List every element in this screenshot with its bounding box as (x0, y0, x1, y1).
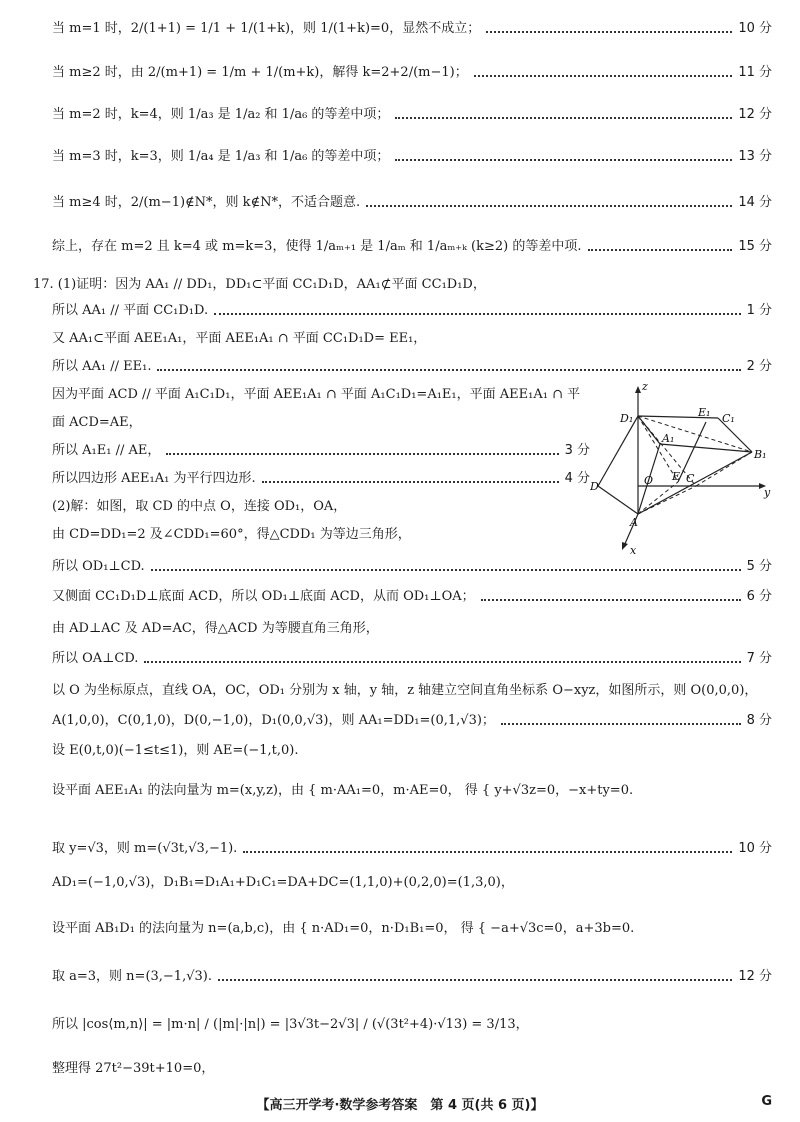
solution-line (52, 302, 772, 320)
solution-text: AD₁=(−1,0,√3)，D₁B₁=D₁A₁+D₁C₁=DA+DC=(1,1,0)+(0,2,0)=(1,3,0)， (52, 875, 514, 890)
dot-leader (481, 599, 741, 601)
page-footer: 【高三开学考·数学参考答案 第 4 页(共 6 页)】 (256, 1098, 544, 1113)
solution-text: A(1,0,0)，C(0,1,0)，D(0,−1,0)，D₁(0,0,√3)，则 AA₁=DD₁=(0,1,√3)； (52, 713, 495, 728)
solution-line (52, 782, 772, 800)
solution-line (52, 526, 590, 544)
solution-line (52, 1016, 772, 1034)
solution-text: 设 E(0,t,0)(−1≤t≤1)，则 AE=(−1,t,0). (52, 743, 299, 758)
dot-leader (395, 117, 732, 119)
solution-text: 所以 OA⊥CD. (52, 651, 139, 666)
score-label: 14 分 (738, 195, 772, 210)
solution-text: 因为平面 ACD // 平面 A₁C₁D₁，平面 AEE₁A₁ ∩ 平面 A₁C₁D₁=A₁E₁，平面 AEE₁A₁ ∩ 平 (52, 387, 581, 402)
solution-line (52, 682, 772, 700)
score-label: 12 分 (738, 107, 772, 122)
solution-text: 所以 AA₁ // EE₁. (52, 359, 152, 374)
dot-leader (218, 979, 732, 981)
solution-text: 当 m=2 时，k=4，则 1/a₃ 是 1/a₂ 和 1/a₆ 的等差中项； (52, 107, 390, 122)
solution-line (52, 20, 772, 38)
label-o: O (644, 474, 654, 487)
dot-leader (486, 31, 732, 33)
solution-line (52, 558, 772, 576)
label-x: x (630, 544, 637, 557)
solution-text: 所以 A₁E₁ // AE， (52, 443, 161, 458)
solution-line (52, 442, 590, 460)
solution-text: 又 AA₁⊂平面 AEE₁A₁，平面 AEE₁A₁ ∩ 平面 CC₁D₁D= EE₁， (52, 331, 427, 346)
label-a: A (630, 516, 638, 529)
solution-text: 综上，存在 m=2 且 k=4 或 m=k=3，使得 1/aₘ₊₁ 是 1/aₘ 和 1/aₘ₊ₖ (k≥2) 的等差中项. (52, 239, 582, 254)
solution-line (52, 148, 772, 166)
solution-text: 当 m=3 时，k=3，则 1/a₄ 是 1/a₃ 和 1/a₆ 的等差中项； (52, 149, 390, 164)
solution-line (52, 874, 772, 892)
solution-text: 所以 AA₁ // 平面 CC₁D₁D. (52, 303, 209, 318)
solution-line (52, 920, 772, 938)
dot-leader (395, 159, 732, 161)
solution-line (52, 650, 772, 668)
solution-text: 面 ACD=AE， (52, 415, 142, 430)
solution-line (52, 414, 590, 432)
score-label: 15 分 (738, 239, 772, 254)
z-arrow (635, 386, 641, 393)
dot-leader (262, 481, 559, 483)
x-arrow (622, 542, 628, 550)
dot-leader (157, 369, 740, 371)
label-e: E (672, 470, 681, 483)
label-a1: A₁ (662, 432, 675, 445)
solution-text: 由 AD⊥AC 及 AD=AC，得△ACD 为等腰直角三角形， (52, 621, 379, 636)
solution-text: 取 a=3，则 n=(3,−1,√3). (52, 969, 212, 984)
score-label: 4 分 (564, 471, 590, 486)
score-label: 6 分 (746, 589, 772, 604)
dot-leader (214, 313, 740, 315)
prism-diagram (590, 378, 780, 558)
solution-line (52, 386, 590, 404)
solution-text: (2)解：如图，取 CD 的中点 O，连接 OD₁，OA， (52, 499, 347, 514)
solution-text: 所以 OD₁⊥CD. (52, 559, 145, 574)
solution-text: 当 m≥4 时，2/(m−1)∉N*，则 k∉N*，不适合题意. (52, 195, 361, 210)
solution-line (52, 64, 772, 82)
solution-line (52, 470, 590, 488)
label-y: y (764, 486, 771, 499)
solution-text: 由 CD=DD₁=2 及∠CDD₁=60°，得△CDD₁ 为等边三角形， (52, 527, 411, 542)
label-d: D (590, 480, 599, 493)
label-c: C (686, 472, 695, 485)
score-label: 10 分 (738, 841, 772, 856)
score-label: 3 分 (564, 443, 590, 458)
footer-mark: G (761, 1094, 772, 1109)
solution-text: 整理得 27t²−39t+10=0， (52, 1061, 215, 1076)
solution-line (52, 968, 772, 986)
dot-leader (151, 569, 741, 571)
solution-line (52, 1060, 772, 1078)
solution-text: 设平面 AB₁D₁ 的法向量为 n=(a,b,c)，由 { n·AD₁=0，n·D₁B₁=0， 得 { −a+√3c=0，a+3b=0. (52, 921, 635, 936)
solution-text: 17. (1)证明：因为 AA₁ // DD₁，DD₁⊂平面 CC₁D₁D，AA₁⊄平面 CC₁D₁D， (33, 277, 486, 292)
score-label: 8 分 (746, 713, 772, 728)
dot-leader (588, 249, 733, 251)
dot-leader (366, 205, 732, 207)
solution-line (52, 194, 772, 212)
label-z: z (642, 380, 648, 393)
solution-line (52, 742, 772, 760)
solution-line (52, 840, 772, 858)
solution-line (52, 712, 772, 730)
solution-line (52, 498, 590, 516)
score-label: 1 分 (746, 303, 772, 318)
solution-line (52, 330, 772, 348)
score-label: 2 分 (746, 359, 772, 374)
solution-text: 以 O 为坐标原点，直线 OA，OC，OD₁ 分别为 x 轴，y 轴，z 轴建立空间直角坐标系 O−xyz，如图所示，则 O(0,0,0)， (52, 683, 758, 698)
label-c1: C₁ (722, 412, 735, 425)
solution-text: 又侧面 CC₁D₁D⊥底面 ACD，所以 OD₁⊥底面 ACD，从而 OD₁⊥OA； (52, 589, 475, 604)
solution-text: 设平面 AEE₁A₁ 的法向量为 m=(x,y,z)，由 { m·AA₁=0，m·AE=0， 得 { y+√3z=0，−x+ty=0. (52, 783, 634, 798)
dot-leader (166, 453, 558, 455)
solution-text: 当 m=1 时，2/(1+1) = 1/1 + 1/(1+k)，则 1/(1+k)=0，显然不成立； (52, 21, 481, 36)
solution-line (33, 276, 772, 294)
solution-text: 取 y=√3，则 m=(√3t,√3,−1). (52, 841, 238, 856)
geometry-figure (590, 378, 780, 558)
solution-text: 所以四边形 AEE₁A₁ 为平行四边形. (52, 471, 256, 486)
score-label: 7 分 (746, 651, 772, 666)
edge-d1-d (598, 416, 638, 486)
edge-d-a (598, 486, 638, 514)
label-e1: E₁ (698, 406, 711, 419)
solution-text: 所以 |cos⟨m,n⟩| = |m·n| / (|m|·|n|) = |3√3t−2√3| / (√(3t²+4)·√13) = 3/13， (52, 1017, 529, 1032)
solution-line (52, 358, 772, 376)
score-label: 11 分 (738, 65, 772, 80)
score-label: 12 分 (738, 969, 772, 984)
solution-line (52, 588, 772, 606)
solution-line (52, 106, 772, 124)
solution-line (52, 238, 772, 256)
solution-line (52, 620, 772, 638)
score-label: 10 分 (738, 21, 772, 36)
dot-leader (474, 75, 733, 77)
solution-text: 当 m≥2 时，由 2/(m+1) = 1/m + 1/(m+k)，解得 k=2+2/(m−1)； (52, 65, 468, 80)
score-label: 5 分 (746, 559, 772, 574)
label-d1: D₁ (620, 412, 634, 425)
dot-leader (243, 851, 732, 853)
label-b1: B₁ (754, 448, 767, 461)
dot-leader (144, 661, 740, 663)
score-label: 13 分 (738, 149, 772, 164)
dot-leader (501, 723, 741, 725)
